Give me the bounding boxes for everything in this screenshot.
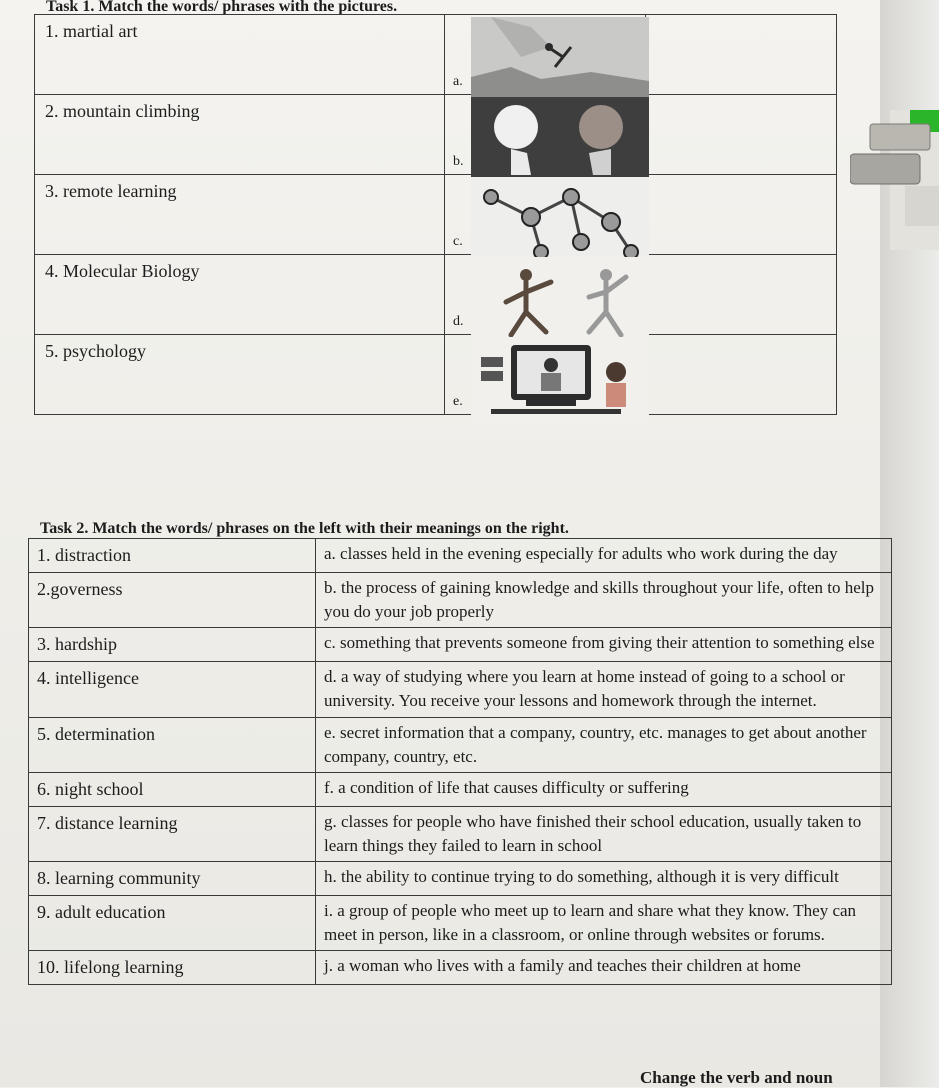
task2-meaning-c: c. something that prevents someone from giving their attention to something else xyxy=(316,628,892,662)
task1-picture-cell-c xyxy=(445,175,646,255)
task2-meaning-b: b. the process of gaining knowledge and skills throughout your life, often to help you do your job properly xyxy=(316,573,892,628)
table-row xyxy=(29,539,892,573)
task2-meaning-d: d. a way of studying where you learn at home instead of going to a school or university. You receive your lessons and homework through the internet. xyxy=(316,662,892,717)
task1-title: Task 1. Match the words/ phrases with the pictures. xyxy=(46,0,398,15)
task1-blank-cell xyxy=(646,15,837,95)
table-row xyxy=(29,628,892,662)
table-row xyxy=(35,95,837,175)
table-row xyxy=(29,717,892,772)
task1-letter-e: e. xyxy=(453,394,463,409)
task1-word-4: 4. Molecular Biology xyxy=(35,255,445,335)
task1-word-1: 1. martial art xyxy=(35,15,445,95)
task1-blank-cell xyxy=(646,175,837,255)
table-row xyxy=(35,175,837,255)
task2-term-5: 5. determination xyxy=(29,717,316,772)
task1-letter-d: d. xyxy=(453,314,464,329)
task1-letter-c: c. xyxy=(453,234,463,249)
table-row xyxy=(29,806,892,861)
martial-artists-icon xyxy=(471,257,649,343)
task1-blank-cell xyxy=(646,335,837,415)
task2-term-8: 8. learning community xyxy=(29,862,316,896)
task1-letter-a: a. xyxy=(453,74,463,89)
task1-picture-cell-d xyxy=(445,255,646,335)
task2-term-6: 6. night school xyxy=(29,772,316,806)
task1-blank-cell xyxy=(646,255,837,335)
table-row xyxy=(35,255,837,335)
molecule-structure-icon xyxy=(471,177,649,263)
task2-term-10: 10. lifelong learning xyxy=(29,951,316,985)
task1-picture-cell-b xyxy=(445,95,646,175)
task2-meaning-g: g. classes for people who have finished their school education, usually taken to learn things they failed to learn in school xyxy=(316,806,892,861)
task2-term-2: 2.governess xyxy=(29,573,316,628)
task1-letter-b: b. xyxy=(453,154,464,169)
table-row xyxy=(35,335,837,415)
task1-word-5: 5. psychology xyxy=(35,335,445,415)
table-row xyxy=(29,662,892,717)
table-row xyxy=(29,772,892,806)
table-row xyxy=(29,896,892,951)
task2-table xyxy=(28,538,892,985)
climber-on-cliff-icon xyxy=(471,17,649,103)
online-class-icon xyxy=(471,337,649,423)
task2-term-9: 9. adult education xyxy=(29,896,316,951)
task2-meaning-f: f. a condition of life that causes difficulty or suffering xyxy=(316,772,892,806)
table-row xyxy=(35,15,837,95)
task2-meaning-h: h. the ability to continue trying to do something, although it is very difficult xyxy=(316,862,892,896)
task2-term-3: 3. hardship xyxy=(29,628,316,662)
next-task-title-partial: Change the verb and noun xyxy=(640,1068,833,1087)
task2-meaning-a: a. classes held in the evening especially for adults who work during the day xyxy=(316,539,892,573)
task2-term-7: 7. distance learning xyxy=(29,806,316,861)
table-row xyxy=(29,862,892,896)
usb-device-icon xyxy=(850,110,939,250)
task2-meaning-i: i. a group of people who meet up to learn and share what they know. They can meet in person, like in a classroom, or online through websites or forums. xyxy=(316,896,892,951)
table-row xyxy=(29,951,892,985)
task1-table xyxy=(34,14,837,415)
task2-term-1: 1. distraction xyxy=(29,539,316,573)
task1-word-2: 2. mountain climbing xyxy=(35,95,445,175)
two-heads-with-brains-icon xyxy=(471,97,649,183)
task1-picture-cell-e xyxy=(445,335,646,415)
task1-blank-cell xyxy=(646,95,837,175)
table-row xyxy=(29,573,892,628)
task1-word-3: 3. remote learning xyxy=(35,175,445,255)
task1-picture-cell-a xyxy=(445,15,646,95)
task2-term-4: 4. intelligence xyxy=(29,662,316,717)
task2-meaning-j: j. a woman who lives with a family and teaches their children at home xyxy=(316,951,892,985)
task2-meaning-e: e. secret information that a company, country, etc. manages to get about another company, country, etc. xyxy=(316,717,892,772)
task2-title: Task 2. Match the words/ phrases on the left with their meanings on the right. xyxy=(40,520,569,537)
